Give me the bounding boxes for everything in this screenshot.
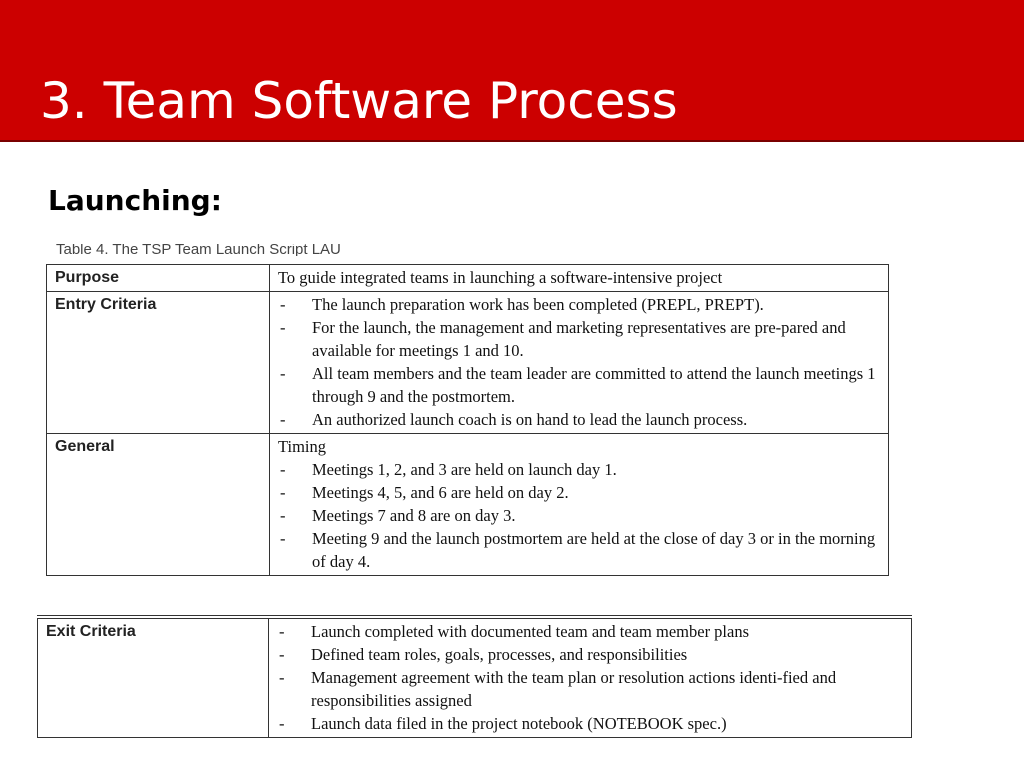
list-item	[278, 408, 882, 431]
list-item-text: The launch preparation work has been completed (PREPL, PREPT).	[312, 295, 764, 314]
list-item	[278, 362, 882, 408]
dash-bullet: -	[280, 318, 286, 337]
list-item-text: Launch data filed in the project notebook (NOTEBOOK spec.)	[311, 714, 727, 733]
slide-subtitle: Launching:	[48, 184, 222, 217]
list-item-text: Meetings 7 and 8 are on day 3.	[312, 506, 516, 525]
dash-bullet: -	[279, 668, 285, 687]
list-item	[277, 712, 905, 735]
exit-criteria-table-body	[38, 617, 912, 738]
list-item	[278, 481, 882, 504]
list-item	[277, 643, 905, 666]
list-item	[278, 293, 882, 316]
table-row	[47, 434, 889, 576]
slide-title: 3. Team Software Process	[40, 72, 678, 130]
list-item-text: Launch completed with documented team and team member plans	[311, 622, 750, 641]
list-item	[278, 316, 882, 362]
list-item-text: Meeting 9 and the launch postmortem are held at the close of day 3 or in the morning of day 4.	[312, 529, 876, 571]
title-bar	[0, 0, 1024, 142]
table-row	[47, 292, 889, 434]
criteria-list	[278, 293, 882, 431]
dash-bullet: -	[279, 714, 285, 733]
table-caption-fragment: Table 4. The TSP Team Launch Script LAU	[56, 244, 341, 256]
dash-bullet: -	[280, 410, 286, 429]
row-label: Exit Criteria	[38, 617, 269, 738]
dash-bullet: -	[280, 295, 286, 314]
dash-bullet: -	[279, 645, 285, 664]
dash-bullet: -	[280, 529, 286, 548]
criteria-list	[277, 620, 905, 735]
list-item-text: Meetings 1, 2, and 3 are held on launch day 1.	[312, 460, 617, 479]
exit-criteria-table	[37, 615, 912, 738]
dash-bullet: -	[279, 622, 285, 641]
row-heading: Timing	[278, 437, 327, 456]
list-item-text: An authorized launch coach is on hand to lead the launch process.	[312, 410, 748, 429]
dash-bullet: -	[280, 483, 286, 502]
table-row	[47, 265, 889, 292]
list-item	[277, 666, 905, 712]
list-item-text: For the launch, the management and marketing representatives are pre-pared and available for meetings 1 and 10.	[312, 318, 846, 360]
list-item-text: Defined team roles, goals, processes, and responsibilities	[311, 645, 688, 664]
list-item	[278, 504, 882, 527]
row-label: Purpose	[47, 265, 270, 292]
launch-script-table-body	[47, 265, 889, 576]
row-label: General	[47, 434, 270, 576]
dash-bullet: -	[280, 506, 286, 525]
list-item-text: Meetings 4, 5, and 6 are held on day 2.	[312, 483, 569, 502]
list-item-text: All team members and the team leader are committed to attend the launch meetings 1 through 9 and the postmortem.	[312, 364, 876, 406]
dash-bullet: -	[280, 364, 286, 383]
row-label: Entry Criteria	[47, 292, 270, 434]
row-content	[270, 292, 889, 434]
criteria-list	[278, 458, 882, 573]
list-item	[278, 527, 882, 573]
row-content	[270, 434, 889, 576]
launch-script-table	[46, 264, 889, 576]
row-content	[269, 617, 912, 738]
row-content	[270, 265, 889, 292]
list-item	[278, 458, 882, 481]
list-item	[277, 620, 905, 643]
list-item-text: Management agreement with the team plan or resolution actions identi-fied and responsibilities assigned	[311, 668, 837, 710]
table-row	[38, 617, 912, 738]
row-heading: To guide integrated teams in launching a software-intensive project	[278, 268, 723, 287]
dash-bullet: -	[280, 460, 286, 479]
